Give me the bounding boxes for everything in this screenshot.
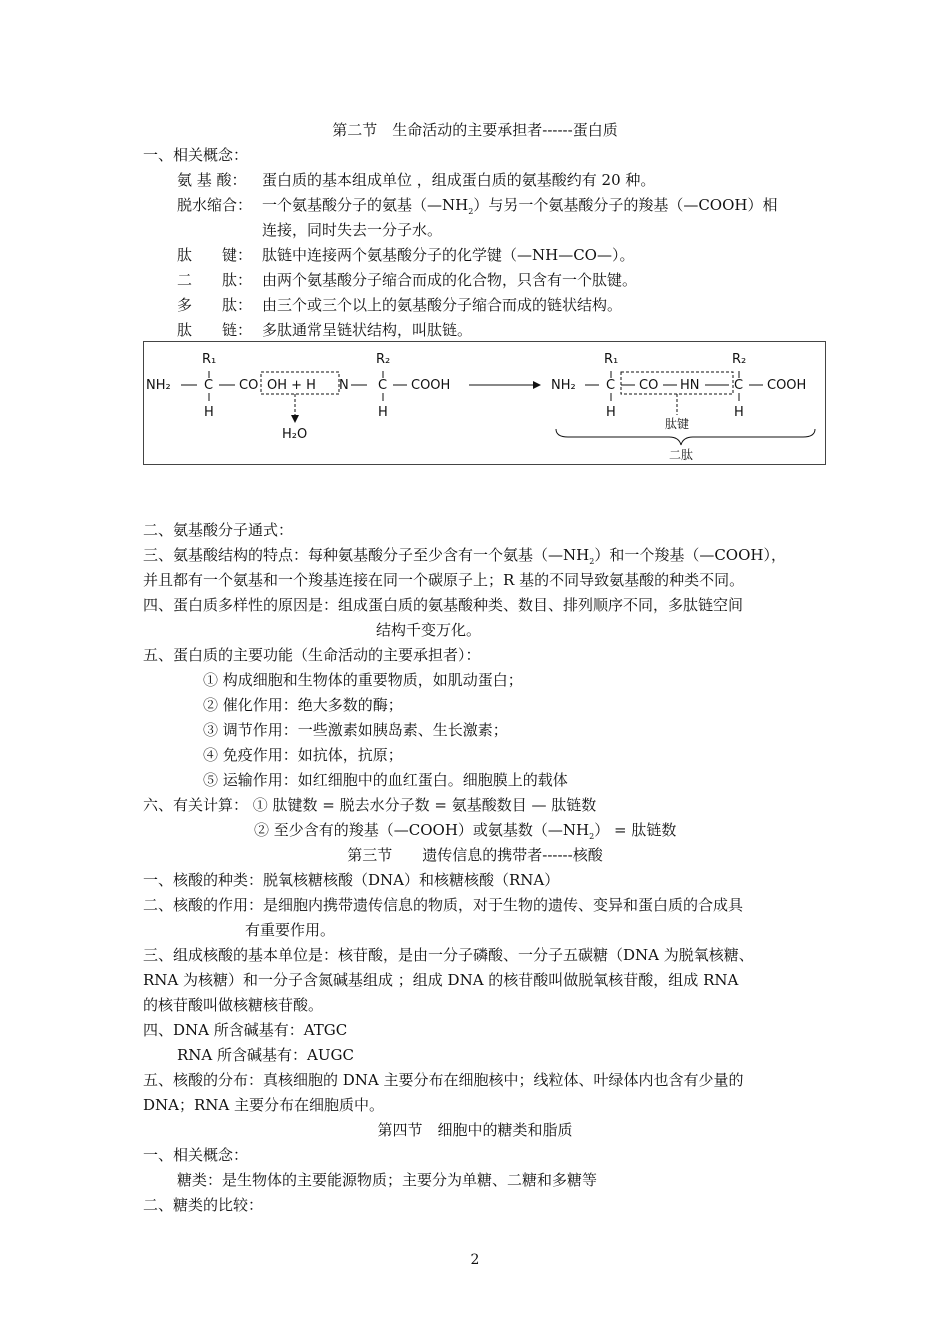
definition: 多肽通常呈链状结构，叫肽链。 (262, 321, 473, 339)
section-title: 第三节 遗传信息的携带者------核酸 (347, 846, 603, 864)
paragraph-cont: RNA 为核糖）和一分子含氮碱基组成 ；组成 DNA 的核苷酸叫做脱氧核苷酸，组成 RNA (143, 971, 739, 989)
dipeptide-label: 二肽 (669, 448, 694, 462)
definition: 肽链中连接两个氨基酸分子的化学键（—NH—CO—）。 (262, 246, 635, 264)
paragraph-cont: DNA；RNA 主要分布在细胞质中。 (143, 1096, 385, 1114)
nh2-label: NH₂ (146, 378, 171, 393)
cooh-label: COOH (411, 378, 451, 393)
definition: 由两个氨基酸分子缩合而成的化合物，只含有一个肽键。 (262, 271, 638, 289)
paragraph-cont: 并且都有一个氨基和一个羧基连接在同一个碳原子上；R 基的不同导致氨基酸的种类不同。 (143, 571, 745, 589)
nh2-label-2: NH₂ (551, 378, 576, 393)
peptide-bond-label: 肽键 (665, 417, 690, 431)
paragraph: 四、蛋白质多样性的原因是：组成蛋白质的氨基酸种类、数目、排列顺序不同，多肽链空间 (143, 596, 744, 614)
carbon-label: C (204, 378, 214, 393)
paragraph-cont: RNA 所含碱基有：AUGC (177, 1046, 354, 1064)
section-title: 第四节 细胞中的糖类和脂质 (377, 1121, 573, 1139)
term: 多 肽： (177, 296, 253, 314)
dipeptide-brace (556, 429, 815, 445)
heading: 二、糖类的比较： (143, 1196, 264, 1214)
heading: 一、相关概念： (143, 1146, 249, 1164)
h-label-3: H (606, 405, 616, 420)
carbon-label-3: C (606, 378, 616, 393)
dehydration-diagram (143, 341, 826, 465)
term: 氨 基 酸： (177, 171, 247, 189)
section-title: 第二节 生命活动的主要承担者------蛋白质 (332, 121, 618, 139)
paragraph: 糖类：是生物体的主要能源物质；主要分为单糖、二糖和多糖等 (177, 1171, 598, 1189)
definition: 由三个或三个以上的氨基酸分子缩合而成的链状结构。 (262, 296, 623, 314)
h-label-2: H (378, 405, 388, 420)
definition: 一个氨基酸分子的氨基$(—NH_2)$与另一个氨基酸分子的羧基（—COOH）相 (262, 196, 778, 216)
r1-label: R₁ (202, 352, 217, 367)
paragraph: 三、组成核酸的基本单位是：核苷酸，是由一分子磷酸、一分子五碳糖（DNA 为脱氧核糖、 (143, 946, 754, 964)
carbon-label-4: C (734, 378, 744, 393)
diagram-border (144, 342, 826, 465)
heading: 一、相关概念： (143, 146, 249, 164)
carbon-label-2: C (378, 378, 388, 393)
term: 肽 链： (177, 321, 253, 339)
list-item: ① 构成细胞和生物体的重要物质，如肌动蛋白； (203, 671, 523, 689)
list-item: ③ 调节作用：一些激素如胰岛素、生长激素； (203, 721, 508, 739)
paragraph: 三、氨基酸结构的特点：每种氨基酸分子至少含有一个氨基$(—NH_2)$和一个羧基（—COOH）， (143, 546, 786, 566)
term: 肽 键： (177, 246, 253, 264)
r2-label: R₂ (376, 352, 391, 367)
heading: 五、蛋白质的主要功能（生命活动的主要承担者）： (143, 646, 481, 664)
formula: 六、有关计算： ① 肽键数 = 脱去水分子数 = 氨基酸数目 — 肽链数 (143, 796, 597, 814)
paragraph: 一、核酸的种类：脱氧核糖核酸（DNA）和核糖核酸（RNA） (143, 871, 560, 889)
page-number: 2 (470, 1252, 480, 1268)
svg-text:N: N (339, 378, 349, 393)
list-item: ⑤ 运输作用：如红细胞中的血红蛋白。细胞膜上的载体 (203, 771, 568, 789)
h-label: H (204, 405, 214, 420)
term: 脱水缩合： (177, 196, 253, 214)
h2o-label: H₂O (282, 427, 308, 442)
list-item: ④ 免疫作用：如抗体，抗原； (203, 746, 403, 764)
formula: ② 至少含有的羧基（—COOH）或氨基数$(—NH_2)$ = 肽链数 (254, 821, 677, 841)
co-label: CO (239, 378, 259, 393)
r1-label-2: R₁ (604, 352, 619, 367)
paragraph: 五、核酸的分布：真核细胞的 DNA 主要分布在细胞核中；线粒体、叶绿体内也含有少量的 (143, 1071, 744, 1089)
h-label-4: H (734, 405, 744, 420)
oh-plus-h-label: OH + H (267, 378, 316, 393)
cooh-label-2: COOH (767, 378, 807, 393)
paragraph-cont: 有重要作用。 (245, 921, 336, 939)
peptide-bond-box (621, 372, 733, 394)
term: 二 肽： (177, 271, 253, 289)
paragraph: 四、DNA 所含碱基有：ATGC (143, 1021, 348, 1039)
definition: 蛋白质的基本组成单位 ，组成蛋白质的氨基酸约有 20 种。 (262, 171, 656, 189)
heading: 二、氨基酸分子通式： (143, 521, 294, 539)
paragraph-cont: 的核苷酸叫做核糖核苷酸。 (143, 996, 324, 1014)
r2-label-2: R₂ (732, 352, 747, 367)
paragraph: 二、核酸的作用：是细胞内携带遗传信息的物质，对于生物的遗传、变异和蛋白质的合成具 (143, 896, 744, 914)
definition-cont: 连接，同时失去一分子水。 (262, 221, 443, 239)
list-item: ② 催化作用：绝大多数的酶； (203, 696, 403, 714)
hn-label: HN (680, 378, 700, 393)
paragraph-cont: 结构千变万化。 (376, 621, 482, 639)
co-label-2: CO (639, 378, 659, 393)
